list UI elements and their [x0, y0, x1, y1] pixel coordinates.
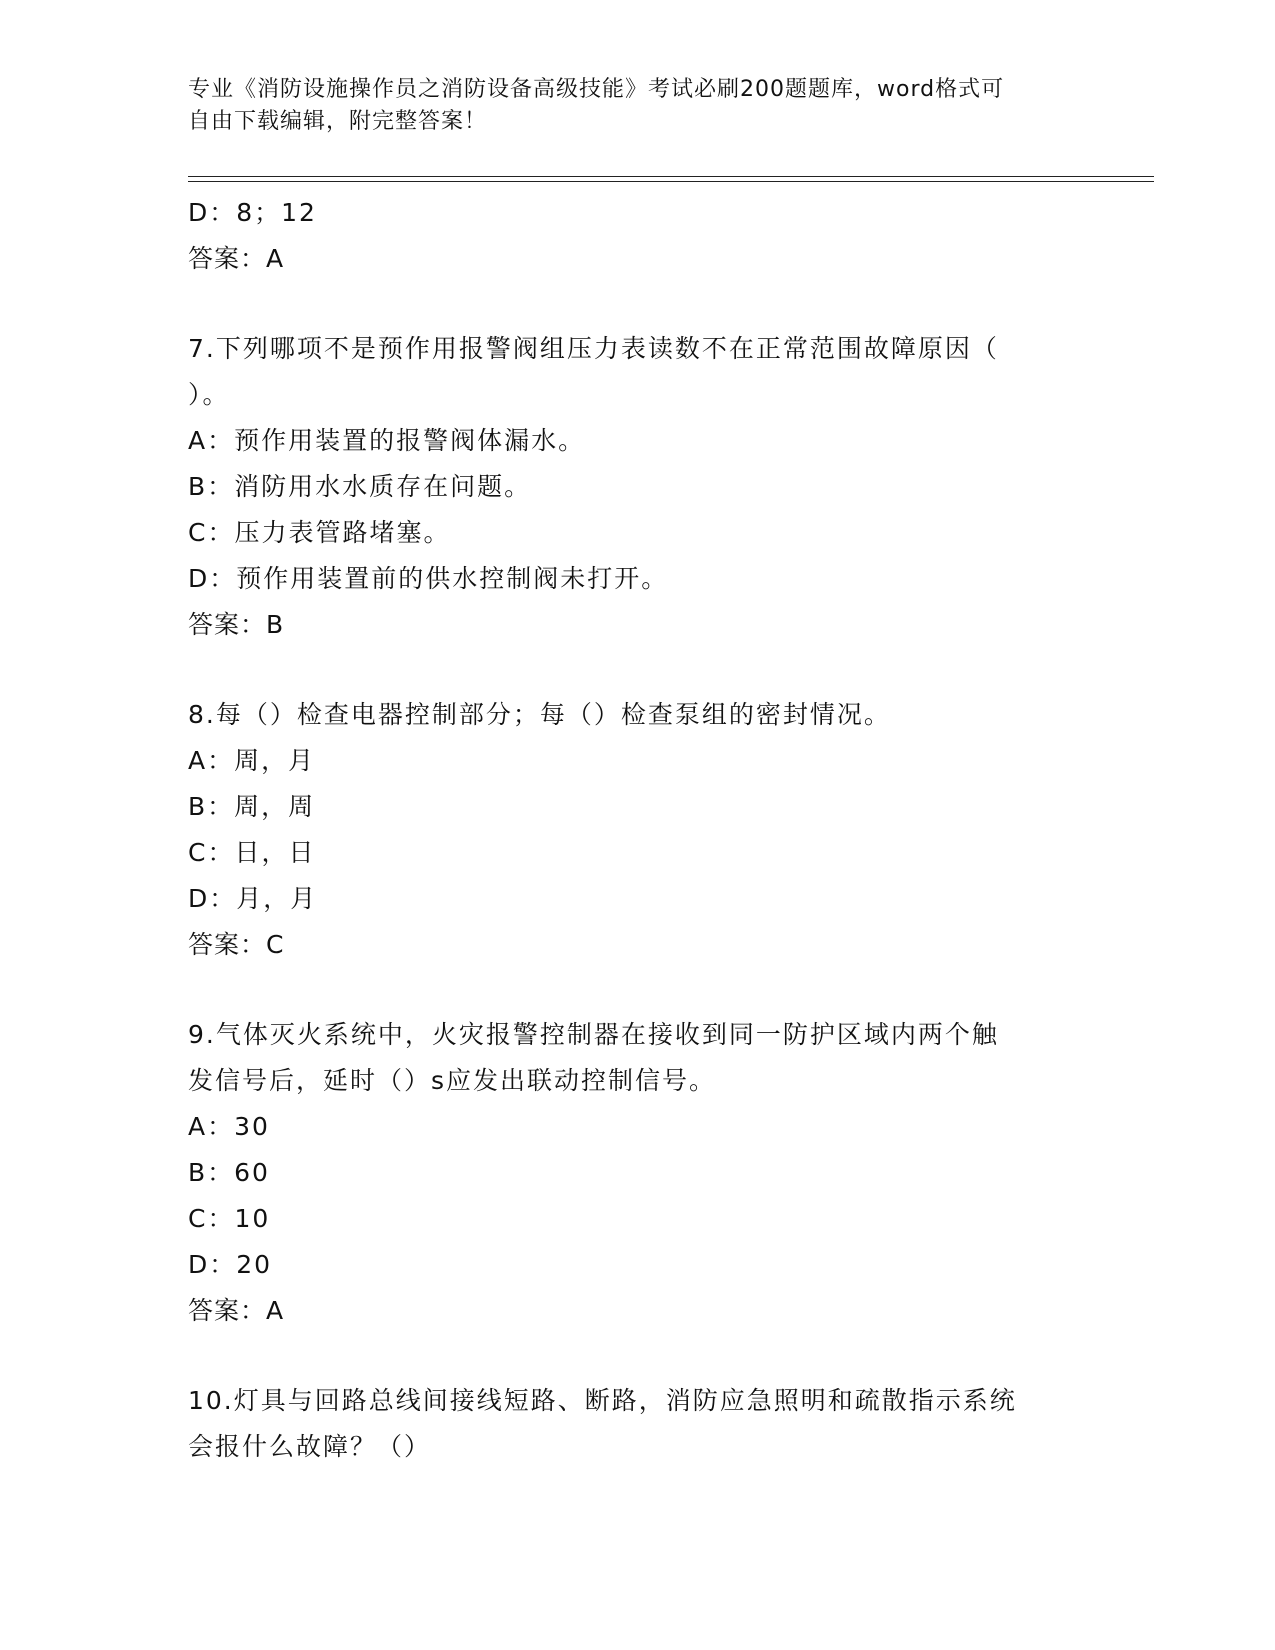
answer-label: 答案：A — [188, 1296, 285, 1325]
question-9 — [188, 1012, 1088, 1334]
option-b: B：消防用水水质存在问题。 — [188, 472, 532, 501]
option-b: B：周，周 — [188, 792, 316, 821]
option-a: A：预作用装置的报警阀体漏水。 — [188, 426, 586, 455]
option-c: C：10 — [188, 1204, 271, 1233]
header-divider-bottom — [188, 181, 1154, 182]
question-content — [188, 190, 1088, 1470]
document-header — [188, 74, 1088, 138]
option-d: D：月，月 — [188, 884, 318, 913]
option-a: A：30 — [188, 1112, 270, 1141]
question-stem-line-1: 9.气体灭火系统中，火灾报警控制器在接收到同一防护区域内两个触 — [188, 1020, 999, 1049]
header-line-2: 自由下载编辑，附完整答案！ — [188, 109, 488, 134]
question-spacer — [188, 648, 1088, 692]
header-divider-top — [188, 176, 1154, 177]
option-c: C：日，日 — [188, 838, 316, 867]
answer-label: 答案：C — [188, 930, 285, 959]
question-stem-line-1: 7.下列哪项不是预作用报警阀组压力表读数不在正常范围故障原因（ — [188, 334, 999, 363]
question-stem-line-2: 发信号后，延时（）s应发出联动控制信号。 — [188, 1066, 717, 1095]
question-8 — [188, 692, 1088, 968]
option-d: D：20 — [188, 1250, 273, 1279]
question-spacer — [188, 968, 1088, 1012]
question-stem-line-1: 8.每（）检查电器控制部分；每（）检查泵组的密封情况。 — [188, 700, 891, 729]
header-line-1: 专业《消防设施操作员之消防设备高级技能》考试必刷200题题库，word格式可 — [188, 77, 1005, 102]
question-stem-line-2: ）。 — [188, 380, 230, 409]
option-a: A：周，月 — [188, 746, 316, 775]
answer-label: 答案：B — [188, 610, 285, 639]
option-b: B：60 — [188, 1158, 270, 1187]
question-spacer — [188, 282, 1088, 326]
question-7 — [188, 326, 1088, 648]
question-10 — [188, 1378, 1088, 1470]
question-stem-line-1: 10.灯具与回路总线间接线短路、断路，消防应急照明和疏散指示系统 — [188, 1386, 1017, 1415]
prev-question-option-d: D：8；12 — [188, 198, 317, 227]
question-stem-line-2: 会报什么故障？（） — [188, 1432, 432, 1461]
question-spacer — [188, 1334, 1088, 1378]
option-d: D：预作用装置前的供水控制阀未打开。 — [188, 564, 669, 593]
option-c: C：压力表管路堵塞。 — [188, 518, 451, 547]
prev-question-answer: 答案：A — [188, 244, 285, 273]
